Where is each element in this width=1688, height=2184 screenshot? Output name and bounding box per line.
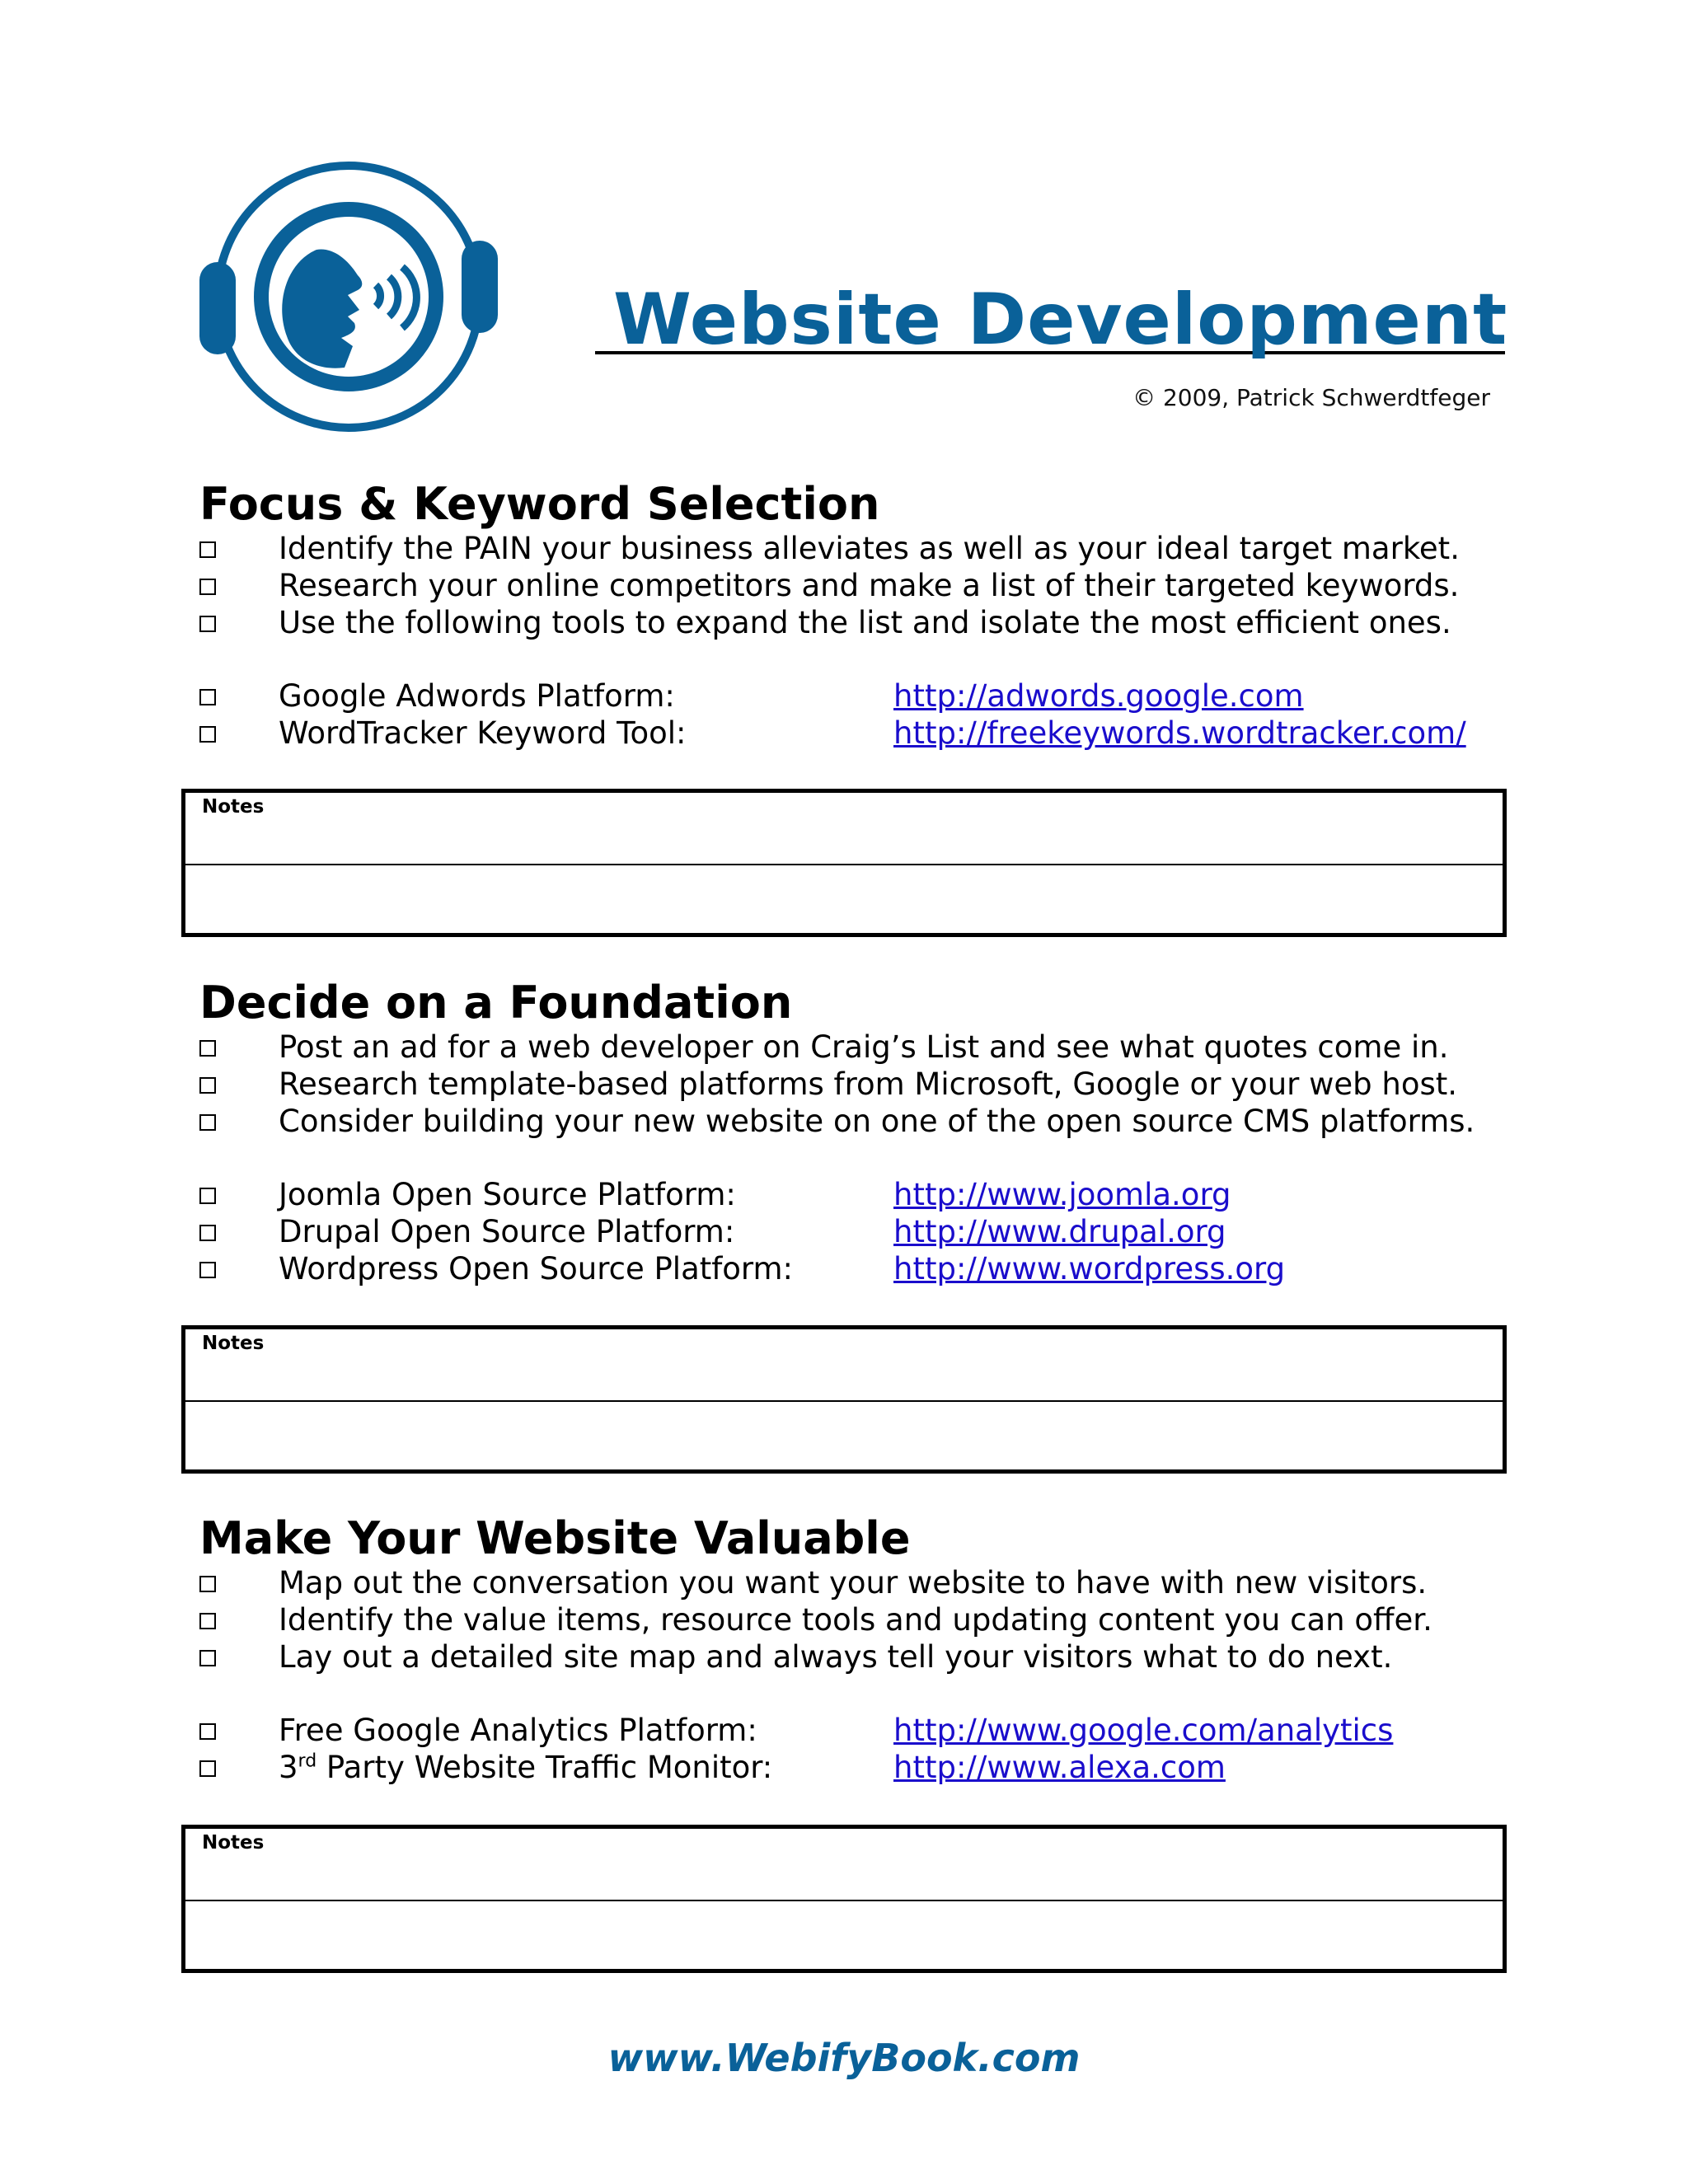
resource-link[interactable]: http://www.google.com/analytics [893, 1713, 1394, 1748]
checklist-item[interactable]: Lay out a detailed site map and always tell your visitors what to do next. [199, 1638, 1518, 1675]
checkbox[interactable] [199, 1114, 216, 1131]
checklist-item[interactable]: Research template-based platforms from Microsoft, Google or your web host. [199, 1066, 1518, 1103]
checklist-item[interactable]: Map out the conversation you want your website to have with new visitors. [199, 1564, 1518, 1601]
checklist-item[interactable]: Identify the PAIN your business alleviates as well as your ideal target market. [199, 530, 1518, 567]
checkbox[interactable] [199, 1040, 216, 1057]
resource-item[interactable]: WordTracker Keyword Tool: http://freekeywords.wordtracker.com/ [199, 715, 1518, 752]
notes-box[interactable] [181, 1325, 1507, 1474]
notes-label: Notes [202, 1333, 265, 1354]
checkbox[interactable] [199, 1760, 216, 1777]
resource-item[interactable]: Wordpress Open Source Platform: http://www.wordpress.org [199, 1250, 1518, 1287]
resource-item[interactable]: 3rd Party Website Traffic Monitor: http://www.alexa.com [199, 1749, 1518, 1786]
checkbox[interactable] [199, 1613, 216, 1629]
resource-link[interactable]: http://www.joomla.org [893, 1177, 1231, 1212]
checklist-item[interactable]: Use the following tools to expand the list and isolate the most efficient ones. [199, 604, 1518, 641]
checkbox[interactable] [199, 1650, 216, 1666]
resource-item[interactable]: Free Google Analytics Platform: http://www.google.com/analytics [199, 1712, 1518, 1749]
checkbox[interactable] [199, 1723, 216, 1740]
checkbox[interactable] [199, 1077, 216, 1094]
resource-link[interactable]: http://adwords.google.com [893, 678, 1304, 714]
section-heading: Focus & Keyword Selection [199, 478, 880, 530]
notes-divider [185, 864, 1503, 865]
checklist-item[interactable]: Identify the value items, resource tools and updating content you can offer. [199, 1601, 1518, 1638]
checkbox[interactable] [199, 726, 216, 743]
notes-box[interactable] [181, 1825, 1507, 1973]
checkbox[interactable] [199, 1188, 216, 1204]
copyright: © 2009, Patrick Schwerdtfeger [1132, 384, 1490, 411]
checklist-item[interactable]: Research your online competitors and make a list of their targeted keywords. [199, 567, 1518, 604]
section-heading: Decide on a Foundation [199, 977, 793, 1029]
checklist-item[interactable]: Consider building your new website on one of the open source CMS platforms. [199, 1103, 1518, 1140]
resource-link[interactable]: http://www.drupal.org [893, 1214, 1226, 1249]
checkbox[interactable] [199, 541, 216, 558]
resource-link[interactable]: http://www.wordpress.org [893, 1251, 1286, 1286]
page-title-text: Website Development [613, 279, 1508, 361]
notes-divider [185, 1400, 1503, 1402]
page-title [595, 264, 1508, 361]
section-focus-keyword [199, 479, 1518, 752]
checkbox[interactable] [199, 689, 216, 705]
checkbox[interactable] [199, 1576, 216, 1592]
notes-divider [185, 1900, 1503, 1901]
notes-label: Notes [202, 796, 265, 818]
resource-item[interactable]: Drupal Open Source Platform: http://www.drupal.org [199, 1213, 1518, 1250]
resource-item[interactable]: Google Adwords Platform: http://adwords.google.com [199, 677, 1518, 715]
resource-link[interactable]: http://freekeywords.wordtracker.com/ [893, 715, 1466, 751]
resource-item[interactable]: Joomla Open Source Platform: http://www.joomla.org [199, 1176, 1518, 1213]
checkbox[interactable] [199, 579, 216, 595]
notes-label: Notes [202, 1832, 265, 1854]
checkbox[interactable] [199, 1262, 216, 1278]
notes-box[interactable] [181, 789, 1507, 937]
section-heading: Make Your Website Valuable [199, 1512, 911, 1564]
logo-speaking-head-headphones-icon [196, 155, 501, 438]
section-foundation [199, 977, 1518, 1287]
resource-link[interactable]: http://www.alexa.com [893, 1750, 1226, 1785]
checklist-item[interactable]: Post an ad for a web developer on Craig’s List and see what quotes come in. [199, 1029, 1518, 1066]
section-valuable [199, 1513, 1518, 1786]
checkbox[interactable] [199, 616, 216, 632]
checkbox[interactable] [199, 1225, 216, 1241]
footer-url: www.WebifyBook.com [607, 2036, 1081, 2080]
